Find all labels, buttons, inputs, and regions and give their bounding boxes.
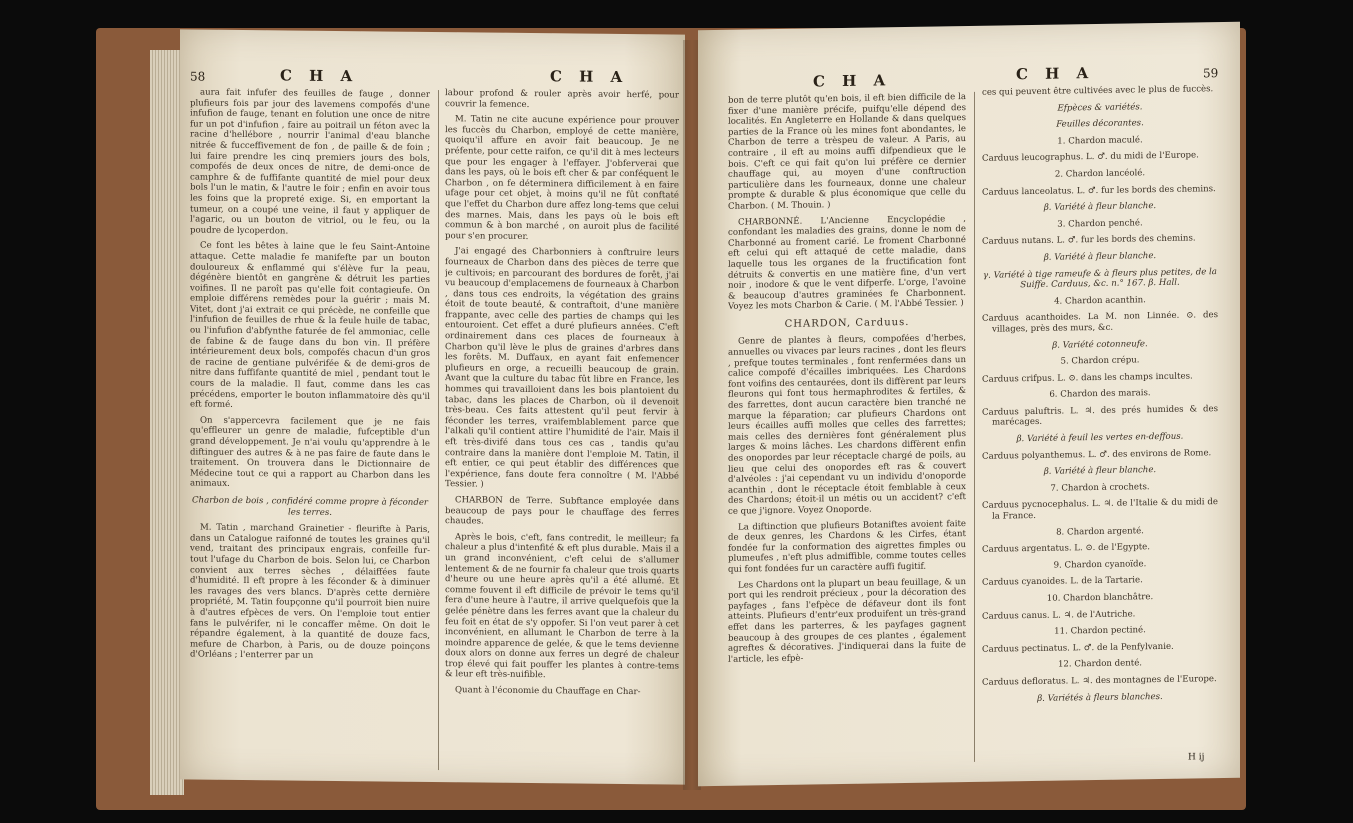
species-entry: 1. Chardon maculé. <box>1057 135 1143 147</box>
species-entry: 5. Chardon crépu. <box>1060 355 1140 367</box>
paragraph: M. Tatin ne cite aucune expérience pour prouver les fuccès du Charbon, employé de cette manière, quoiqu'il affure en avoir fait beaucoup. Je ne préfente, pour cette raifon, ce qu'il dit à mes lecteurs que pour les engager à l'effayer. J'obferverai que dans les pays, où le bois eft cher & par conféquent le Charbon , on fe déterminera difficilement à en faire ufage pour cet objet, à moins qu'il ne fût conftaté que l'effet du Charbon dure affez long-tems que celui des marnes. Mais, dans les pays où le bois eft commun & à bon marché , on auroit plus de facilité pour s'en procurer. <box>445 114 679 242</box>
section-subhead: Efpèces & variétés. <box>1057 101 1143 114</box>
paragraph: Genre de plantes à fleurs, compofées d'herbes, annuelles ou vivaces par leurs racines , dont les fleurs , prefque toutes terminales , font renfermées dans un calice compofé d'écailles imbriquées. Les Chardons font voifins des centaurées, dont ils diffèrent par leurs fleurons qui font tous hermaphrodites & fertiles, & des farrettes, dont aucun caractère bien tranché ne marque la féparation; car plufieurs Chardons ont leurs écailles auffi molles que celles des farrettes; mais celles des dernières font généralement plus larges & moins lâches. Les chardons diffèrent enfin des onopordes par leur réceptacle chargé de poils, au lieu que celui des onopordes eft ras & couvert d'alvéoles : j'ai cependant vu un individu d'onoporde acanthin , dont le réceptacle étoit femblable à ceux des Chardons; étoit-il un métis ou un accident? c'eft ce que j'ignore. Voyez Onoporde. <box>728 333 966 517</box>
species-entry: 2. Chardon lancéolé. <box>1054 168 1146 180</box>
paragraph: ces qui peuvent être cultivées avec le plus de fuccès. <box>982 84 1214 98</box>
left-page <box>180 29 685 784</box>
species-entry: 7. Chardon à crochets. <box>1050 482 1150 494</box>
species-entry: Carduus cyanoides. L. de la Tartarie. <box>982 575 1143 589</box>
species-entry: 11. Chardon pectiné. <box>1054 625 1146 637</box>
paragraph: Ce font les bêtes à laine que le feu Saint-Antoine attaque. Cette maladie fe manifefte par un bouton douloureux & enflammé qui s'élève fur la peau, dégénère bientôt en gangrène & détruit les parties voifines. Il ne paroît pas qu'elle foit contagieufe. On emploie différens remèdes pour la guérir ; mais M. Vitet, dont j'ai extrait ce qui précède, ne confeille que l'infufion de feuilles de rhue & la feule huile de tabac, ou l'infufion d'abfynthe faturée de fel ammoniac, celle de fabine & de fauge dans du bon vin. Il préfère intérieurement deux bols, compofés chacun d'un gros de racine de gentiane pulvérifée & de demi-gros de nitre dans fuffifante quantité de miel , pendant tout le cours de la maladie. Il faut, comme dans les cas précédens, emporter le bouton inflammatoire dès qu'il eft formé. <box>190 240 430 411</box>
species-entry: Carduus pectinatus. L. ♂. de la Penfylvanie. <box>982 641 1174 655</box>
species-entry: Carduus paluftris. L. ♃. des prés humides & des marécages. <box>982 403 1218 429</box>
species-entry: 8. Chardon argenté. <box>1056 525 1144 538</box>
species-list <box>982 134 1218 705</box>
article-title: CHARDON, Carduus. <box>784 316 910 330</box>
running-head-right: C H A <box>1016 64 1095 84</box>
section-subhead: Feuilles décorantes. <box>1056 118 1144 130</box>
right-page <box>698 22 1240 787</box>
page-number: 58 <box>190 69 206 84</box>
species-entry: Carduus lanceolatus. L. ♂. fur les bords des chemins. <box>982 183 1216 198</box>
species-entry: 3. Chardon penché. <box>1057 218 1143 230</box>
species-entry: 4. Chardon acanthin. <box>1054 294 1146 307</box>
species-entry: Carduus crifpus. L. ⊙. dans les champs incultes. <box>982 371 1193 385</box>
paragraph: labour profond & rouler après avoir herfé, pour couvrir la femence. <box>445 88 679 110</box>
paragraph: CHARBONNÉ. L'Ancienne Encyclopédie , confondant les maladies des grains, donne le nom de Charbonné au froment carié. Le froment Charbonné eft celui qui eft attaqué de cette maladie, dans laquelle tous les organes de la fructification font détruits & convertis en une matière fine, d'un vert noir , inodore & que le vent difperfe. L'orge, l'avoine & beaucoup d'autres graminées fe Charbonnent. Voyez les mots Charbon & Carie. ( M. l'Abbé Tessier. ) <box>728 213 966 313</box>
right-column-2 <box>982 84 1218 768</box>
paragraph: J'ai engagé des Charbonniers à conftruire leurs fourneaux de Charbon dans des pièces de terre que je cultivois; en parcourant des bordures de forêt, j'ai vu beaucoup d'emplacemens de fourneaux à Charbon , dans tous ces endroits, la végétation des grains étoit de toute beauté, & contraftoit, d'une manière frappante, avec celle des parties de champs qui les entouroient. Cet effet a duré plufieurs années. C'eft ordinairement dans ces places de fourneaux à Charbon qu'il lève le plus de graines d'arbres dans les forêts. M. Duffaux, en ayant fait enfemencer plufieurs en orge, a recueilli beaucoup de grain. Avant que la culture du tabac fût libre en France, les hommes qui travailloient dans les bois plantoient du tabac, dans les places de Charbon, où il devenoit très-beau. Ces faits attestent qu'il peut fervir à féconder les terres, vraifemblablement parce que l'alkali qu'il contient attire l'humidité de l'air. Mais il eft très-divifé dans tous ces cas , tandis qu'au contraire dans la manière dont l'emploie M. Tatin, il eft entier, ce qui peut établir des différences que l'expérience, fans doute fera connoître ( M. l'Abbé Tessier. ) <box>445 246 679 490</box>
page-edges <box>150 50 184 795</box>
species-entry: 6. Chardon des marais. <box>1049 388 1151 401</box>
species-entry: β. Variété à fleur blanche. <box>1043 250 1157 263</box>
species-entry: Carduus nutans. L. ♂. fur les bords des chemins. <box>982 233 1196 248</box>
section-subhead: Charbon de bois , confidéré comme propre à féconder les terres. <box>191 495 429 518</box>
right-column-1 <box>728 92 966 776</box>
species-entry: Carduus defloratus. L. ♃. des montagnes de l'Europe. <box>982 674 1217 688</box>
species-entry: Carduus argentatus. L. ⊙. de l'Egypte. <box>982 542 1150 556</box>
species-entry: 9. Chardon cyanoïde. <box>1053 559 1147 571</box>
species-entry: Carduus leucographus. L. ♂. du midi de l'Europe. <box>982 150 1199 165</box>
paragraph: CHARBON de Terre. Subftance employée dans beaucoup de pays pour le chauffage des ferres chaudes. <box>445 495 679 527</box>
species-entry: β. Variété à feuil les vertes en-deffous. <box>1016 431 1184 445</box>
species-entry: γ. Variété à tige rameufe & à fleurs plus petites, de la Suiffe. Carduus, &c. n.° 167. β. Hall. <box>983 266 1217 291</box>
paragraph: On s'appercevra facilement que je ne fais qu'effleurer un genre de maladie, fufceptible d'un grand développement. Je n'ai voulu qu'apprendre à le diftinguer des autres & à ne pas faire de faute dans le traitement. On trouvera dans le Dictionnaire de Médecine tout ce qui a rapport au Charbon dans les animaux. <box>190 415 430 490</box>
species-entry: β. Variété à fleur blanche. <box>1043 201 1157 213</box>
running-head-right: C H A <box>550 67 629 87</box>
page-number: 59 <box>1203 66 1219 81</box>
paragraph: M. Tatin , marchand Grainetier - fleurifte à Paris, dans un Catalogue raifonné de toutes les graines qu'il vend, traitant des principaux engrais, confeille fur-tout l'ufage du Charbon de bois. Selon lui, ce Charbon convient aux terres sèches , délaiffées faute d'humidité. Il eft propre à les féconder & à diminuer les ravages des vers blancs. D'après cette dernière propriété, M. Tatin foupçonne qu'il pourroit bien nuire à d'autres efpèces de vers. On l'emploie tout entier fans le pulvérifer, ni le concaffer même. On doit le répandre également, à la quantité de douze facs, mefure de Charbon, à Paris, ou de douze poinçons d'Orléans ; l'enterrer par un <box>190 522 430 662</box>
running-head-left: C H A <box>813 71 892 91</box>
paragraph: bon de terre plutôt qu'en bois, il eft bien difficile de la fixer d'une manière précife, puifqu'elle dépend des localités. En Angleterre en Hollande & dans quelques parties de la France où les mines font abondantes, le Charbon de terre a trèspeu de valeur. A Paris, au contraire , il eft au moins auffi difpendieux que le bois. C'eft ce qui fait qu'on lui préfère ce dernier chauffage qui, au moyen d'une conftruction particulière dans les fourneaux, donne une chaleur prompte & durable & plus économique que celle du Charbon. ( M. Thouin. ) <box>728 92 966 212</box>
running-head-left: C H A <box>280 66 359 86</box>
paragraph: La diftinction que plufieurs Botaniftes avoient faite de deux genres, les Chardons & les Cirfes, étant fondée fur la conformation des aigrettes fimples ou plumeufes , n'eft plus admiffible, comme toutes celles qui font fondées fur un caractère auffi fugitif. <box>728 518 966 575</box>
species-entry: Carduus polyanthemus. L. ♂. des environs de Rome. <box>982 447 1212 462</box>
paragraph: Les Chardons ont la plupart un beau feuillage, & un port qui les rendroit précieux , pour la décoration des payfages , fans l'efpèce de défaveur dont ils font atteints. Plufieurs d'entr'eux produifent un très-grand effet dans les parterres, & les payfages gagnent beaucoup à des groupes de ces plantes , également agreftes & décoratives. J'indiquerai dans la fuite de l'article, les efpè- <box>728 576 966 665</box>
left-column-2 <box>445 88 679 776</box>
left-column-1 <box>190 87 430 770</box>
species-entry: β. Variété à fleur blanche. <box>1043 465 1157 478</box>
signature-mark: H ij <box>1188 752 1205 763</box>
species-entry: Carduus acanthoides. La M. non Linnée. ⊙. des villages, près des murs, &c. <box>982 310 1218 335</box>
species-entry: β. Variété cotonneufe. <box>1052 338 1148 351</box>
column-rule <box>438 90 439 770</box>
column-rule <box>974 92 975 762</box>
species-entry: 12. Chardon denté. <box>1057 658 1143 670</box>
paragraph: Quant à l'économie du Chauffage en Char- <box>455 685 641 698</box>
species-entry: Carduus canus. L. ♃. de l'Autriche. <box>982 608 1136 622</box>
species-entry: Carduus pycnocephalus. L. ♃. de l'Italie & du midi de la France. <box>982 497 1218 522</box>
paragraph: Après le bois, c'eft, fans contredit, le meilleur; fa chaleur a plus d'intenfité & eft plus durable. Mais il a un grand inconvénient, c'eft celui de s'allumer lentement & de ne fournir fa chaleur que trois quarts d'heure ou une heure après qu'il a été allumé. Et comme fouvent il eft difficile de prévoir le tems qu'il fera d'une heure à l'autre, il arrive quelquefois que la gelée pénètre dans les ferres avant que la chaleur du feu foit en état de s'y oppofer. Si l'on veut parer à cet inconvénient, en allumant le Charbon de terre à la moindre apparence de gelée, & que le tems devienne doux alors on donne aux ferres un degré de chaleur trop élevé qui fait pouffer les plantes à contre-tems & leur eft très-nuifible. <box>445 531 679 681</box>
species-entry: β. Variétés à fleurs blanches. <box>1037 691 1163 704</box>
paragraph: aura fait infufer des feuilles de fauge , donner plufieurs fois par jour des lavemens compofés d'une infufion de fauge, tenant en folution une once de nitre fur un pot d'infufion , faire au poitrail un féton avec la racine d'hellébore , nourrir l'animal d'eau blanche nitrée & fucceffivement de fon , de paille & de foin ; lui faire prendre les cinq premiers jours des bols, compofés de deux onces de nitre, de demi-once de camphre & de fuffifante quantité de miel pour deux bols l'un le matin, & l'autre le foir ; enfin en avoir tous les foins que la propreté exige. Si, en emportant la tumeur, on a coupé une veine, il faut y appliquer de l'agaric, ou un bouton de vitriol, ou le feu, ou la poudre de lycoperdon. <box>190 87 430 237</box>
species-entry: 10. Chardon blanchâtre. <box>1046 592 1154 604</box>
